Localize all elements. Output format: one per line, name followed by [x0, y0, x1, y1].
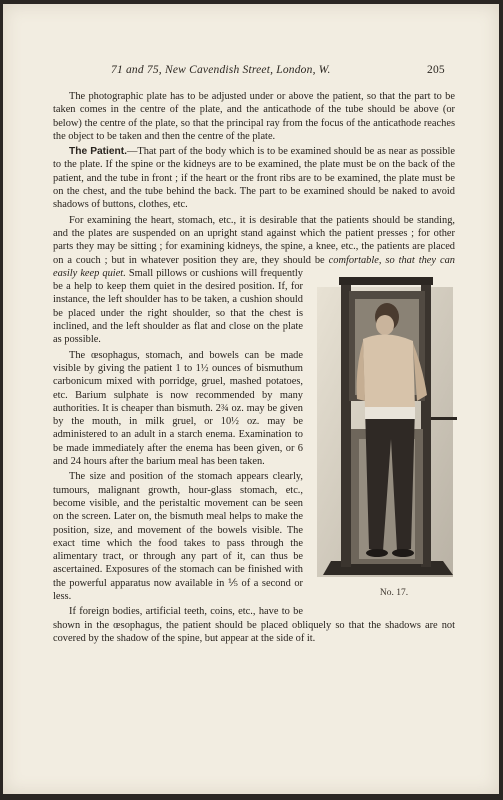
paragraph-the-patient: [53, 145, 455, 211]
book-page: [3, 4, 499, 794]
patient-text: —That part of the body which is to be examined should be as near as possible to the plate. If the spine or the kidneys are to be examined, the plate must be on the back of the patient, and the tube in front ; if the heart or the front ribs are to be examined, the plate must be on the chest, and the tube behind the back. The part to be examined should be naked to avoid shadows of buttons, clothes, etc.: [53, 146, 455, 211]
paragraph-plate-adjustment: The photographic plate has to be adjusted under or above the patient, so that the part to be taken comes in the centre of the plate, and the anticathode of the tube should be above (or below) the centre of the plate, so that the principal ray from the focus of the anticathode reaches the object to be taken and then the centre of the plate.: [53, 91, 455, 142]
paragraph-bismuth-meal: The œsophagus, stomach, and bowels can be made visible by giving the patient 1 to 1½ ounces of bismuthum carbonicum mixed with porridge, gruel, mashed potatoes, etc. Barium sulphate is now recommended by many authorities. It is cheaper than bismuth. 2¾ oz. may be given by the mouth, in milk gruel, or 10½ oz. may be administered to an adult in a starch enema. Examination to be made immediately after the enema has been given, or 6 and 24 hours after the barium meal has been taken.: [53, 349, 303, 468]
paragraph-foreign-bodies: If foreign bodies, artificial teeth, coins, etc., have to be shown in the œsophagus, the patient should be placed obliquely so that the shadows are not covered by the shadow of the spine, but appear at the side of it.: [53, 606, 455, 644]
section-heading-patient: The Patient.: [69, 146, 127, 158]
figure-no-17: [311, 269, 461, 607]
figure-caption: No. 17.: [379, 587, 409, 598]
positions-text-a: For examining the heart, stomach, etc., it is desirable that the patients should be standing, and the plates are suspended on an upright stand against which the patient presses ; for other parts they may be sitting ; for examining kidneys, the spine, a knee, etc., the patients are placed on a couch ; but in whatever position they are, they should be: [53, 214, 455, 266]
running-title: 71 and 75, New Cavendish Street, London, W.: [111, 64, 331, 76]
page-number: 205: [427, 64, 445, 76]
paragraph-stomach-size: The size and position of the stomach appears clearly, tumours, malignant growth, hour-glass stomach, etc., become visible, and the peristaltic movement can be seen on the screen. Later on, the bismuth meal helps to make the position, size, and movement of the bowels visible. The exact time which the food takes to pass through the alimentary tract, or through any part of it, can thus be ascertained. Exposures of the stomach can be finished with the powerful apparatus now available in ⅕ of a second or less.: [53, 471, 303, 602]
positions-text-b: Small pillows or cushions will frequently be a help to keep them quiet in the desired position. If, for instance, the left shoulder has to be taken, a cushion should be placed under the right shoulder, so that the chest is inclined, and the left shoulder as flat and close on the plate as possible.: [53, 267, 303, 346]
body-text: [53, 90, 455, 645]
positions-emphasis: comfortable, so that they can easily keep quiet.: [53, 254, 455, 279]
xray-stand-illustration-icon: [311, 269, 461, 607]
